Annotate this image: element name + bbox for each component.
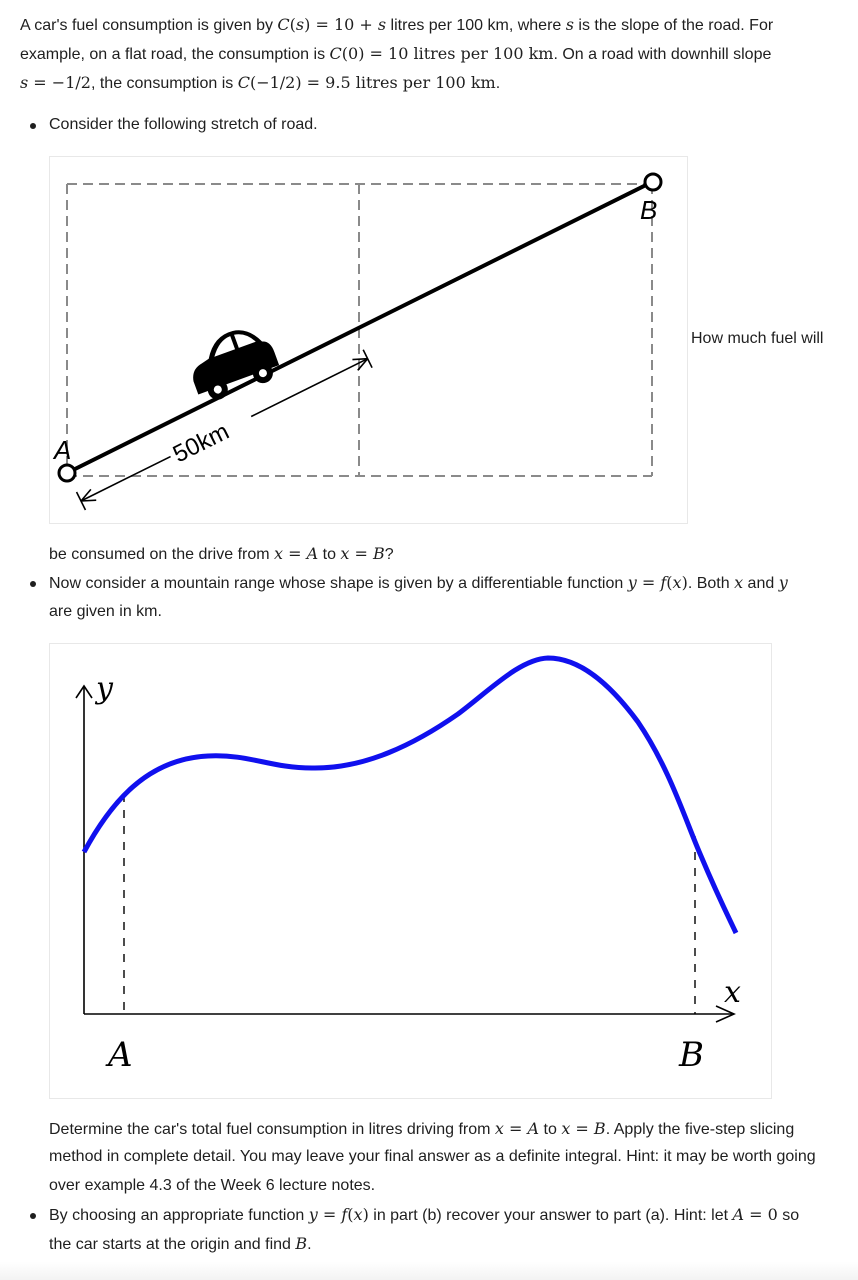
side-text: How much fuel will (691, 330, 824, 347)
bullet2-line-2: are given in km. (49, 603, 162, 620)
x-axis-label: x (724, 975, 741, 1010)
car-icon (182, 320, 283, 406)
bullet2-line-1: Now consider a mountain range whose shape is given by a differentiable function y = f(x). Both x and y (49, 573, 788, 592)
label-a: A (54, 435, 72, 465)
distance-label: 50km (168, 417, 234, 469)
bullet-marker (30, 1213, 36, 1219)
bullet-marker (30, 581, 36, 587)
label-a: A (108, 1035, 133, 1075)
bottom-shade (0, 1262, 858, 1280)
para-line-2: method in complete detail. You may leave your final answer as a definite integral. Hint: it may be worth going (49, 1148, 816, 1165)
point-b (645, 174, 661, 190)
intro-line-3: s = −1/2, the consumption is C(−1/2) = 9.5 litres per 100 km. (20, 73, 501, 92)
intro-line-2: example, on a flat road, the consumption is C(0) = 10 litres per 100 km. On a road with downhill slope (20, 44, 772, 63)
para-line-3: over example 4.3 of the Week 6 lecture notes. (49, 1177, 376, 1194)
mountain-figure (49, 643, 772, 1099)
para-line-1: Determine the car's total fuel consumption in litres driving from x = A to x = B. Apply the five-step slicing (49, 1119, 795, 1138)
bullet1-continuation: be consumed on the drive from x = A to x = B? (49, 544, 394, 563)
bullet3-line-2: the car starts at the origin and find B. (49, 1234, 312, 1253)
mountain-curve (84, 658, 736, 933)
y-axis-label: y (96, 671, 113, 706)
intro-line-1: A car's fuel consumption is given by C(s) = 10 + s litres per 100 km, where s is the slope of the road. For (20, 15, 774, 34)
bullet1-text: Consider the following stretch of road. (49, 116, 318, 133)
bullet3-line-1: By choosing an appropriate function y = f(x) in part (b) recover your answer to part (a). Hint: let A = 0 so (49, 1205, 800, 1224)
road-figure (49, 156, 688, 524)
point-a (59, 465, 75, 481)
label-b: B (640, 195, 658, 225)
label-b: B (679, 1035, 704, 1075)
bullet-marker (30, 123, 36, 129)
